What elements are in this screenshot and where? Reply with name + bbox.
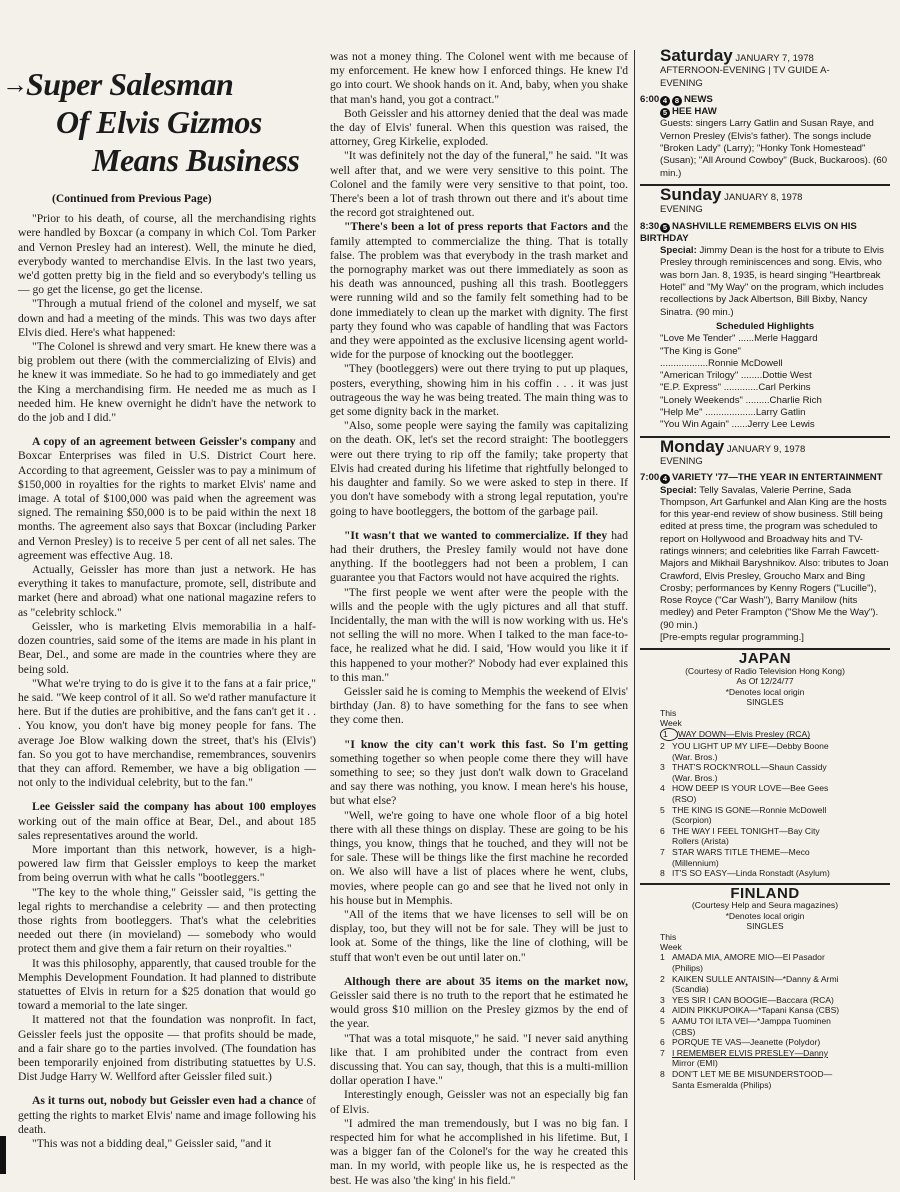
chart-rank: 8 (660, 1068, 665, 1079)
article-paragraph (18, 620, 316, 677)
paragraph-lead-bold: "It wasn't that we wanted to commercialize. If they (344, 528, 608, 542)
chart-rank: 3 (660, 994, 665, 1005)
paragraph-text: Actually, Geissler has more than just a network. He has everything it takes to manufacture, promote, sell, distribute and market (here and abroad) what one national magazine refers to as "celebrity schlock." (18, 563, 316, 619)
paragraph-lead-bold: "I know the city can't work this fast. So I'm getting (344, 737, 628, 751)
article-paragraph (330, 975, 628, 1032)
highlight-item: "The King is Gone" (660, 345, 741, 357)
article-paragraph (18, 957, 316, 1014)
chart-entry: WAY DOWN—Elvis Presley (RCA) (678, 729, 811, 740)
highlights-title: Scheduled Highlights (715, 320, 815, 332)
chart-rank: 4 (660, 1005, 665, 1016)
article-paragraph (330, 586, 628, 685)
channel-badge: 5 (660, 108, 670, 118)
chart-row (660, 1016, 890, 1027)
paragraph-text: "The first people we went after were the people with the wills and the people with the ugly pictures and all that stuff. Incidentally, the man with the will is now working with us. He's not selling the will no more. When I talked to the man face-to-face, he realized what he did. I said, 'How would you like it if this happened to your mother?' Nobody had ever explained this to this man." (330, 585, 628, 684)
article-paragraph (330, 809, 628, 908)
program-title: HEE HAW (672, 106, 717, 118)
date-sunday: JANUARY 8, 1978 (724, 191, 803, 203)
chart-entry-label: (Philips) (672, 962, 704, 973)
chart-denotes: *Denotes local origin (725, 910, 805, 921)
chart-entry-label: (CBS) (672, 1026, 696, 1037)
chart-rank: 3 (660, 762, 665, 773)
article-paragraph (18, 435, 316, 563)
special-label: Special: (660, 245, 697, 257)
article-paragraph (330, 220, 628, 362)
chart-entry: AIDIN PIKKUPOIKA—*Tapani Kansa (CBS) (672, 1005, 840, 1016)
finland-chart (640, 884, 890, 1090)
date-monday: JANUARY 9, 1978 (726, 443, 806, 455)
chart-row (660, 995, 890, 1006)
chart-row (660, 805, 890, 816)
program-news (640, 94, 890, 106)
tv-guide-column (640, 46, 890, 1090)
highlight-item: "Lonely Weekends" .........Charlie Rich (660, 394, 822, 406)
headline-line-1: Super Salesman (26, 66, 234, 102)
chart-row (660, 1069, 890, 1080)
chart-title: JAPAN (738, 650, 792, 668)
sunday-sub: EVENING (660, 204, 703, 216)
article-paragraph (18, 886, 316, 957)
headline-line-2: Of Elvis Gizmos (56, 104, 262, 140)
chart-row (660, 952, 890, 963)
chart-entry-label: Rollers (Arista) (672, 836, 729, 847)
time-label: 8:30 (640, 220, 660, 232)
paragraph-text: "The Colonel is shrewd and very smart. He knew there was a big problem out there (with the commercializing of Elvis) and he knew it was immediate. So he had to go immediately and get the King a merchandising firm. He needed me as much as I needed him. He knew overnight he didn't have the network to do the job and I did." (18, 340, 316, 425)
chart-entry: THE KING IS GONE—Ronnie McDowell (672, 804, 827, 815)
paragraph-text: "This was not a bidding deal," Geissler said, "and it (32, 1137, 272, 1150)
paragraph-text: It mattered not that the foundation was nonprofit. In fact, Geissler feels just the opposite — that profits should be made, and a fair share go to the parties involved. (The foundation has been temporarily enjoined from distributing statuettes by U.S. Dist Judge Harry W. Wellford after Geissler filed suit.) (18, 1013, 316, 1084)
chart-row (660, 728, 890, 741)
chart-rank: 1 (660, 728, 678, 741)
chart-singles: SINGLES (746, 921, 784, 932)
program-title: NEWS (684, 93, 713, 105)
chart-courtesy: (Courtesy Help and Seura magazines) (691, 900, 839, 911)
chart-rank: 5 (660, 1015, 665, 1026)
chart-entry-label: (War. Bros.) (672, 772, 718, 783)
article-paragraph (330, 419, 628, 518)
paragraph-text: and Boxcar Enterprises was filed in U.S. District Court here. According to that agreement, Geissler was to pay a minimum of $150,000 in royalties for the rights to market Elvis' name and image. A total of $100,000 was paid when the agreement was signed. The remaining $50,000 is to be paid within the next 18 months. The agreement also says that Boxcar (including Parker and Vernon Presley) is to receive 5 per cent of all net sales. The agreement was effective Aug. 18. (18, 435, 316, 562)
program-variety (640, 472, 890, 484)
chart-entry-label: (War. Bros.) (672, 751, 718, 762)
paragraph-text: "Well, we're going to have one whole floor of a big hotel there with all these things on display. These are going to be his things, you know, things that he touched, and they will not be for sale. These will be things like the first machine he recorded on. We also will have a list of places where he went, clubs, movies, where people can go and see that he lived not only in his house but in Memphis. (330, 808, 628, 907)
chart-entry-label: Santa Esmeralda (Philips) (672, 1079, 772, 1090)
paragraph-text: "That was a total misquote," he said. "I never said anything like that. I am prohibited under the contract from even discussing that. You can say, though, that this is a multi-million dollar operation I have." (330, 1031, 628, 1088)
chart-entry: THAT'S ROCK'N'ROLL—Shaun Cassidy (672, 762, 827, 773)
article-paragraph (330, 1117, 628, 1188)
paragraph-text: Interestingly enough, Geissler was not an especially big fan of Elvis. (330, 1088, 628, 1116)
chart-singles: SINGLES (746, 697, 784, 708)
paragraph-text: was not a money thing. The Colonel went with me because of my enforcement. He knew how I enforced things. He knew I'd go into court. We shook hands on it. And, baby, when you shake that man's hand, you got a contract." (330, 50, 628, 106)
paragraph-text: Geissler said there is no truth to the report that he estimated he would gross $10 million on the Presley gizmos by the end of the year. (330, 989, 628, 1031)
chart-row (660, 826, 890, 837)
program-description (660, 245, 890, 319)
chart-row (660, 1048, 890, 1059)
paragraph-text: the family attempted to commercialize the thing. That is totally false. The problem was that everybody in the trash market and the pornography market was out there immediately as soon as his death was announced, pushing all this trash. Bootleggers were running wild and so the family felt something had to be done immediately to clean up the market with dignity. The first party they found who was capable of handling that was Factors and they were appointed as the exclusive licensing agent world-wide for the purpose of knocking out the bootlegger. (330, 220, 628, 362)
special-text: Jimmy Dean is the host for a tribute to Elvis Presley through reminiscences and song. Elvis, who was born Jan. 8, 1935, is heard singing "Heartbreak Hotel" and "My Way" on the program, which includes recollections by Jack Albertson, Bill Bixby, Nancy Sinatra. (90 min.) (660, 245, 884, 318)
chart-entry-label: (Scorpion) (672, 815, 712, 826)
paragraph-text: "It was definitely not the day of the funeral," he said. "It was well after that, and we were very sensitive to this point. The Colonel and the family were very sensitive to that point, too. There's been a lot of trash thrown out there and it's about time the record got straightened out. (330, 149, 628, 220)
highlight-item: "E.P. Express" .............Carl Perkins (660, 382, 811, 394)
article-column-1 (18, 192, 316, 1151)
highlight-item: "Love Me Tender" ......Merle Haggard (660, 333, 818, 345)
article-paragraph (330, 685, 628, 728)
channel-badge: 8 (672, 96, 682, 106)
saturday-section: Saturday JANUARY 7, 1978 AFTERNOON-EVENING | TV GUIDE A- EVENING 6:00 4 8 NEWS 5 HEE HAW Guests: singers Larry Gatlin and Susan Raye, and Vernon Presley (Elvis's father). The songs include "Broken Lady" (Larry); "Honky Tonk Homestead" (Susan); "All Around Cowboy" (Buck, Buckaroos). (60 min.) (640, 50, 890, 180)
chart-row (660, 741, 890, 752)
saturday-sub3: EVENING (660, 77, 703, 89)
chart-entry: AAMU TOI ILTA VEI—*Jamppa Tuominen (672, 1015, 831, 1026)
column-divider (634, 50, 635, 1180)
chart-rank: 2 (660, 741, 665, 752)
paragraph-text: Both Geissler and his attorney denied that the deal was made the day of Elvis' funeral. When this question was raised, the attorney, Greg Kirkelie, exploded. (330, 106, 628, 149)
article-paragraph (18, 843, 316, 886)
paragraph-text: "I admired the man tremendously, but I was no big fan. I respected him for what he accomplished in his lifetime. But, I was a bigger fan of the Colonel's for the way he created this man. In my world, with people like us, he is respected as the best. He was also 'the king' in his field." (330, 1116, 628, 1187)
chart-row (660, 974, 890, 985)
highlight-item: "Help Me" ...................Larry Gatlin (660, 407, 806, 419)
article-paragraph (18, 340, 316, 425)
preempt-note: [Pre-empts regular programming.] (660, 632, 804, 644)
chart-row (660, 1037, 890, 1048)
saturday-sub2: TV GUIDE A- (773, 65, 830, 77)
headline-line-3: Means Business (92, 142, 300, 178)
chart-row (660, 762, 890, 773)
paragraph-text: Geissler, who is marketing Elvis memorabilia in a half-dozen countries, said some of the items are made in his plant in Bear, Del., and some are made in the countries where they are being sold. (18, 619, 316, 676)
chart-title: FINLAND (730, 884, 800, 902)
chart-rank: 8 (660, 868, 665, 879)
chart-row (660, 783, 890, 794)
chart-this: This (660, 707, 677, 718)
article-paragraph (18, 297, 316, 340)
paragraph-lead-bold: As it turns out, nobody but Geissler even had a chance (32, 1094, 304, 1108)
article-paragraph (18, 800, 316, 843)
chart-rank: 6 (660, 825, 665, 836)
article-paragraph (330, 107, 628, 150)
paragraph-text: "Also, some people were saying the family was capitalizing on the death. OK, let's set the record straight: The bootleggers were out there trying to rip off the family; take property that Elvis had created during his lifetime that rightfully belonged to his daughter and family. So we were asked to step in there. If you don't have somebody with a strong legal reputation, you're going to have bootleggers, the bottom of the garbage pail. (330, 419, 628, 518)
program-heehaw (660, 106, 890, 118)
chart-rank: 6 (660, 1037, 665, 1048)
paragraph-text: working out of the main office at Bear, Del., and about 185 sales representatives around the world. (18, 814, 316, 842)
continued-note: (Continued from Previous Page) (52, 192, 212, 205)
highlight-item: "American Trilogy" ........Dottie West (660, 370, 812, 382)
program-description (660, 485, 890, 633)
paragraph-text: "Through a mutual friend of the colonel and myself, we sat down and had a meeting of the minds. This was two days after Elvis died. Here's what happened: (18, 297, 316, 339)
highlight-item: ..................Ronnie McDowell (660, 357, 783, 369)
program-title: NASHVILLE REMEMBERS ELVIS ON HIS BIRTHDAY (640, 220, 857, 244)
chart-row (660, 1005, 890, 1016)
paragraph-text: something together so when people come there they will have something to see; so they just don't walk down to Graceland and say there was nothing, you know. I mean here's his house, but what else? (330, 751, 628, 808)
chart-entry: AMADA MIA, AMORE MIO—El Pasador (672, 952, 825, 963)
chart-denotes: *Denotes local origin (725, 686, 805, 697)
chart-entry-label: (Millennium) (672, 857, 719, 868)
paragraph-text: of getting the rights to market Elvis' name and image following his death. (18, 1094, 316, 1136)
monday-section (640, 436, 890, 645)
article-paragraph (330, 149, 628, 220)
day-sunday: Sunday (660, 184, 722, 204)
chart-this: This (660, 931, 677, 942)
paragraph-text: Geissler said he is coming to Memphis the weekend of Elvis' birthday (Jan. 8) to have something for the fans to see when they come then. (330, 684, 628, 727)
program-description: Guests: singers Larry Gatlin and Susan Raye, and Vernon Presley (Elvis's father). The songs include "Broken Lady" (Larry); "Honky Tonk Homestead" (Susan); "All Around Cowboy" (Buck, Buckaroos). (60 min.) (660, 118, 888, 179)
chart-courtesy: (Courtesy of Radio Television Hong Kong) (685, 665, 845, 676)
highlight-item: "You Win Again" ......Jerry Lee Lewis (660, 419, 815, 431)
chart-entry: KAIKEN SULLE ANTAISIN—*Danny & Armi (672, 973, 839, 984)
article-paragraph (18, 212, 316, 297)
program-title: VARIETY '77—THE YEAR IN ENTERTAINMENT (672, 472, 883, 484)
paragraph-text: "What we're trying to do is give it to the fans at a fair price," he said. "We keep control of it all. So we'd rather manufacture it here. But if the duties are prohibitive, and the fans can't get it . . . You know, you don't have big money people for fans. The average Joe Blow walking down the street, that's his (Elvis') fan. So you got to have merchandise, remembrances, souvenirs that they can afford. Remember, we have a big obligation — not only to the individual celebrity, but to the fan." (18, 676, 316, 790)
chart-rank: 7 (660, 1047, 665, 1058)
paragraph-lead-bold: "There's been a lot of press reports that Factors and (344, 220, 611, 234)
channel-badge: 4 (660, 474, 670, 484)
chart-entry: IT'S SO EASY—Linda Ronstadt (Asylum) (672, 868, 830, 879)
chart-row (660, 847, 890, 858)
paragraph-text: "Prior to his death, of course, all the merchandising rights were handled by Boxcar (a company in which Col. Tom Parker and Vernon Presley had an interest). Well, the minute he died, everybody wanted to merchandise Elvis. In the last two years, we'd gotten pretty big in the field and so everybody's telling us — go get the license, go get the license. (18, 212, 316, 297)
chart-row (660, 868, 890, 879)
highlights-list (640, 333, 890, 431)
chart-entry: YES SIR I CAN BOOGIE—Baccara (RCA) (672, 994, 834, 1005)
special-text: Telly Savalas, Valerie Perrine, Sada Thompson, Art Garfunkel and Alan King are the hosts for this year-end review of show business. Still being edited at press time, the program was scheduled to report on Hollywood and Broadway hits and TV-ratings winners; and celebrities like Farrah Fawcett-Majors and Mikhail Baryshnikov. Also: tributes to Joan Crawford, Elvis Presley, Groucho Marx and Bing Crosby; performances by Kenny Rogers ("Lucille"), Rose Royce ("Car Wash"), Barry Manilow (hits medley) and Peter Frampton ("Show Me the Way"). (90 min.) (660, 484, 889, 631)
page-edge-mark (0, 1136, 6, 1174)
article-paragraph (18, 1013, 316, 1084)
chart-entry: DON'T LET ME BE MISUNDERSTOOD— (672, 1068, 833, 1079)
program-nashville (640, 221, 890, 246)
paragraph-text: "All of the items that we have licenses to sell will be on display, too, but they will not be for sale. They will be just to look at. Some of the things, like the line of clothing, will be stuff that won't even be out until later on." (330, 907, 628, 964)
chart-rank: 1 (660, 952, 665, 963)
monday-sub: EVENING (660, 455, 703, 467)
special-label: Special: (660, 484, 697, 496)
article-paragraph (330, 1088, 628, 1116)
chart-entry: STAR WARS TITLE THEME—Meco (672, 847, 810, 857)
chart-rank: 2 (660, 973, 665, 984)
channel-badge: 5 (660, 223, 670, 233)
chart-asof: As Of 12/24/77 (736, 676, 794, 687)
paragraph-text: More important than this network, however, is a high-powered law firm that Geissler employs to keep the market from being overrun with what he calls "bootleggers." (18, 842, 316, 885)
paragraph-lead-bold: Although there are about 35 items on the market now, (344, 974, 628, 988)
paragraph-text: "They (bootleggers) were out there trying to put up plaques, posters, everything, showing him in his coffin . . . it was just outrageous the way he was being treated. The main thing was to get some dignity back in the market. (330, 362, 628, 419)
article-column-2 (330, 50, 628, 1188)
day-saturday: Saturday (660, 46, 733, 65)
time-label: 7:00 (640, 472, 660, 484)
chart-rank: 7 (660, 847, 665, 857)
article-paragraph (18, 1137, 316, 1151)
date-saturday: JANUARY 7, 1978 (735, 53, 814, 64)
chart-entry: THE WAY I FEEL TONIGHT—Bay City (672, 825, 820, 836)
day-monday: Monday (660, 436, 725, 456)
paragraph-lead-bold: A copy of an agreement between Geissler's company (32, 435, 296, 449)
chart-entry: I REMEMBER ELVIS PRESLEY—Danny (672, 1047, 829, 1058)
chart-entry: PORQUE TE VAS—Jeanette (Polydor) (672, 1037, 821, 1048)
article-paragraph (330, 1032, 628, 1089)
article-paragraph (330, 50, 628, 107)
paragraph-text: "The key to the whole thing," Geissler said, "is getting the legal rights to merchandise a celebrity — and then protecting those rights from bootleggers. That's what the celebrities needed out there (in movieland) — somebody who would protect them and give them a fair return on their royalties." (18, 885, 316, 956)
channel-badge: 4 (660, 96, 670, 106)
paragraph-lead-bold: Lee Geissler said the company has about 100 employes (32, 800, 316, 814)
article-paragraph (18, 563, 316, 620)
chart-rows (660, 728, 890, 878)
article-paragraph (330, 738, 628, 809)
arrow-icon: → (2, 70, 28, 99)
paragraph-text: It was this philosophy, apparently, that caused trouble for the Memphis Development Foundation. It had planned to distribute statuettes of Elvis in return for a $25 donation that would go toward a memorial to the late singer. (18, 956, 316, 1013)
chart-entry-label: (Scandia) (672, 984, 709, 995)
article-paragraph (18, 677, 316, 791)
time-label: 6:00 (640, 93, 660, 105)
chart-rows (660, 952, 890, 1090)
article-paragraph (330, 362, 628, 419)
chart-rank: 5 (660, 804, 665, 815)
japan-chart (640, 650, 890, 879)
article-paragraph (18, 1094, 316, 1137)
paragraph-text: had had their druthers, the Presley family would not have done anything. If the bootleggers had not been a problem, I can guarantee you that Factors would not have acquired the rights. (330, 528, 629, 585)
chart-entry-label: Mirror (EMI) (672, 1058, 718, 1069)
chart-week: Week (660, 718, 682, 729)
saturday-sub: AFTERNOON-EVENING (660, 65, 766, 77)
article-paragraph (330, 529, 628, 586)
sunday-section (640, 184, 890, 432)
article-paragraph (330, 908, 628, 965)
chart-entry: HOW DEEP IS YOUR LOVE—Bee Gees (672, 783, 829, 794)
chart-week: Week (660, 941, 682, 952)
chart-entry-label: (RSO) (672, 794, 697, 805)
chart-rank: 4 (660, 783, 665, 794)
chart-entry: YOU LIGHT UP MY LIFE—Debby Boone (672, 741, 829, 752)
